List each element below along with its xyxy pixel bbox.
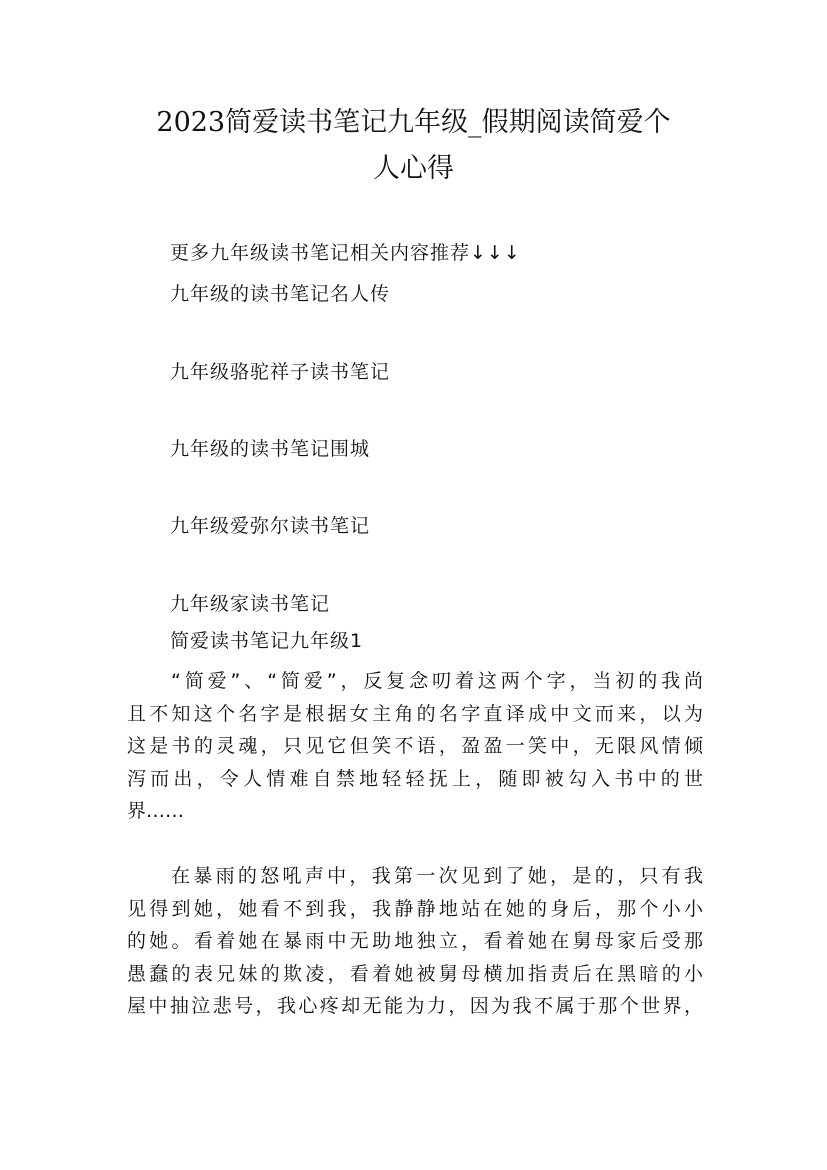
recommended-link-1[interactable]: 九年级的读书笔记名人传 bbox=[170, 283, 391, 305]
title-line-2: 人心得 bbox=[373, 153, 454, 184]
paragraph-2-line: 见得到她，她看不到我，我静静地站在她的身后，那个小小 bbox=[127, 897, 703, 920]
paragraph-1-line: 泻而出，令人情难自禁地轻轻抚上，随即被勾入书中的世 bbox=[127, 767, 703, 790]
document-title bbox=[100, 100, 727, 192]
paragraph-1-line: 这是书的灵魂，只见它但笑不语，盈盈一笑中，无限风情倾 bbox=[127, 735, 703, 757]
paragraph-2-line: 愚蠢的表兄妹的欺凌，看着她被舅母横加指责后在黑暗的小 bbox=[127, 962, 703, 985]
paragraph-1 bbox=[127, 665, 703, 828]
paragraph-1-line: 且不知这个名字是根据女主角的名字直译成中文而来，以为 bbox=[127, 702, 703, 725]
paragraph-2-line: 的她。看着她在暴雨中无助地独立，看着她在舅母家后受那 bbox=[127, 930, 703, 952]
title-line-1: 2023简爱读书笔记九年级_假期阅读简爱个 bbox=[156, 107, 671, 138]
recommended-link-4[interactable]: 九年级爱弥尔读书笔记 bbox=[170, 515, 371, 537]
paragraph-2 bbox=[127, 860, 703, 1023]
recommended-link-3[interactable]: 九年级的读书笔记围城 bbox=[170, 438, 371, 460]
recommended-link-5[interactable]: 九年级家读书笔记 bbox=[170, 593, 331, 615]
section-heading: 简爱读书笔记九年级1 bbox=[170, 630, 364, 652]
paragraph-1-line: “简爱”、“简爱”，反复念叨着这两个字，当初的我尚 bbox=[171, 670, 703, 692]
paragraph-2-line: 在暴雨的怒吼声中，我第一次见到了她，是的，只有我 bbox=[171, 865, 703, 887]
recommend-intro: 更多九年级读书笔记相关内容推荐↓↓↓ bbox=[170, 242, 521, 264]
paragraph-2-line: 屋中抽泣悲号，我心疼却无能为力，因为我不属于那个世界， bbox=[127, 995, 703, 1017]
recommended-link-2[interactable]: 九年级骆驼祥子读书笔记 bbox=[170, 361, 391, 383]
paragraph-1-line: 界…… bbox=[127, 800, 185, 822]
